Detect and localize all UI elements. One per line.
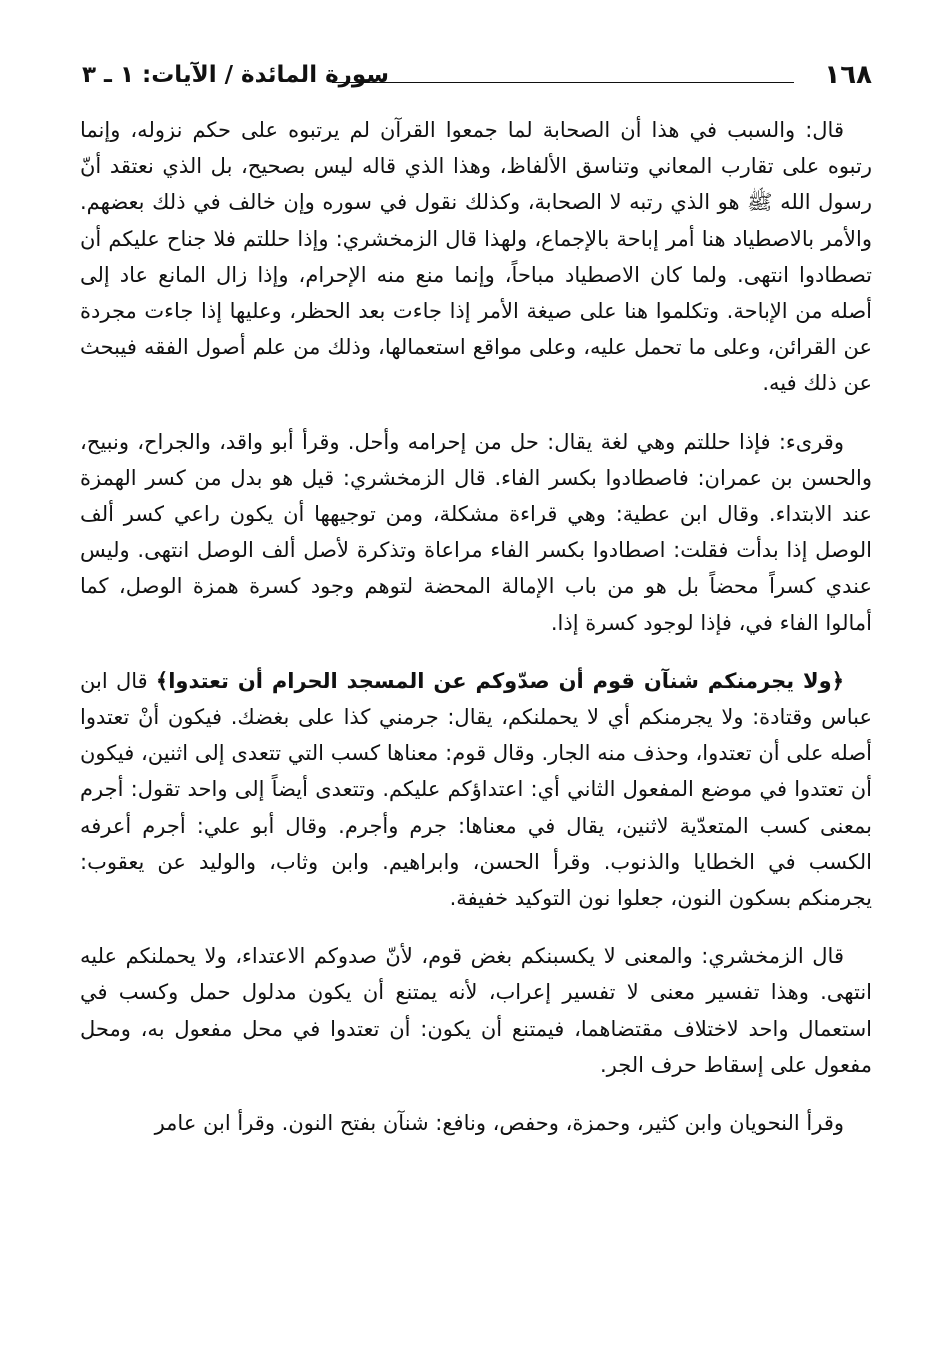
page-number: ١٦٨ xyxy=(824,60,872,90)
header-rule xyxy=(332,82,794,83)
paragraph-text: قال ابن عباس وقتادة: ولا يجرمنكم أي لا يحملنكم، يقال: جرمني كذا على بغضك. فيكون أنْ تعتدوا أصله على أن تعتدوا، وحذف منه الجار. وقال قوم: معناها كسب التي تتعدى إلى اثنين، فيكون أن تعتدوا في موضع المفعول الثاني أي: اعتداؤكم عليكم. وتتعدى أيضاً إلى واحد تقول: أجرم بمعنى كسب المتعدّية لاثنين، يقال في معناها: جرم وأجرم. وقال أبو علي: أجرم أعرفه الكسب في الخطايا والذنوب. وقرأ الحسن، وابراهيم. وابن وثاب، والوليد عن يعقوب: يجرمنكم بسكون النون، جعلوا نون التوكيد خفيفة. xyxy=(80,668,872,911)
paragraph xyxy=(80,424,872,641)
paragraph-text: وقرىء: فإذا حللتم وهي لغة يقال: حل من إحرامه وأحل. وقرأ أبو واقد، والجراح، ونبيح، والحسن بن عمران: فاصطادوا بكسر الفاء. قال الزمخشري: قيل هو بدل من كسر الهمزة عند الابتداء. وقال ابن عطية: وهي قراءة مشكلة، ومن توجيهها أن يكون راعي كسر ألف الوصل إذا بدأت فقلت: اصطادوا بكسر الفاء مراعاة وتذكرة لأصل ألف الوصل انتهى. وليس عندي كسراً محضاً بل هو من باب الإمالة المحضة لتوهم وجود كسرة همزة الوصل، كما أمالوا الفاء في، فإذا لوجود كسرة إذا. xyxy=(80,429,872,635)
paragraph xyxy=(80,112,872,402)
paragraph-text: قال: والسبب في هذا أن الصحابة لما جمعوا القرآن لم يرتبوه على حكم نزوله، وإنما رتبوه على تقارب المعاني وتناسق الألفاظ، وهذا الذي قاله ليس بصحيح، بل الذي نعتقد أنّ رسول الله ﷺ هو الذي رتبه لا الصحابة، وكذلك نقول في سوره وإن خالف في ذلك بعضهم. والأمر بالاصطياد هنا أمر إباحة بالإجماع، ولهذا قال الزمخشري: وإذا حللتم فلا جناح عليكم أن تصطادوا انتهى. ولما كان الاصطياد مباحاً، وإنما منع منه الإحرام، وإذا زال المانع عاد إلى أصله من الإباحة. وتكلموا هنا على صيغة الأمر إذا جاءت بعد الحظر، وعليها إذا جاءت مجردة عن القرائن، وعلى ما تحمل عليه، وعلى مواقع استعمالها، وذلك من علم أصول الفقه فيبحث عن ذلك فيه. xyxy=(80,118,872,396)
paragraph-text: وقرأ النحويان وابن كثير، وحمزة، وحفص، ونافع: شنآن بفتح النون. وقرأ ابن عامر xyxy=(154,1111,844,1136)
paragraph-text: قال الزمخشري: والمعنى لا يكسبنكم بغض قوم، لأنّ صدوكم الاعتداء، ولا يحملنكم عليه انتهى. وهذا تفسير معنى لا تفسير إعراب، لأنه يمتنع أن يكون مدلول حمل وكسب في استعمال واحد لاختلاف مقتضاهما، فيمتنع أن يكون: أن تعتدوا في محل مفعول به، ومحل مفعول على إسقاط حرف الجر. xyxy=(80,944,872,1077)
paragraph xyxy=(80,1105,872,1141)
paragraph xyxy=(80,663,872,916)
paragraph xyxy=(80,938,872,1083)
running-title: سورة المائدة / الآيات: ١ ـ ٣ xyxy=(82,62,389,88)
quran-verse: ﴿ولا يجرمنكم شنآن قوم أن صدّوكم عن المسجد الحرام أن تعتدوا﴾ xyxy=(155,668,845,693)
page-body xyxy=(80,112,872,1163)
page-header xyxy=(82,56,872,94)
